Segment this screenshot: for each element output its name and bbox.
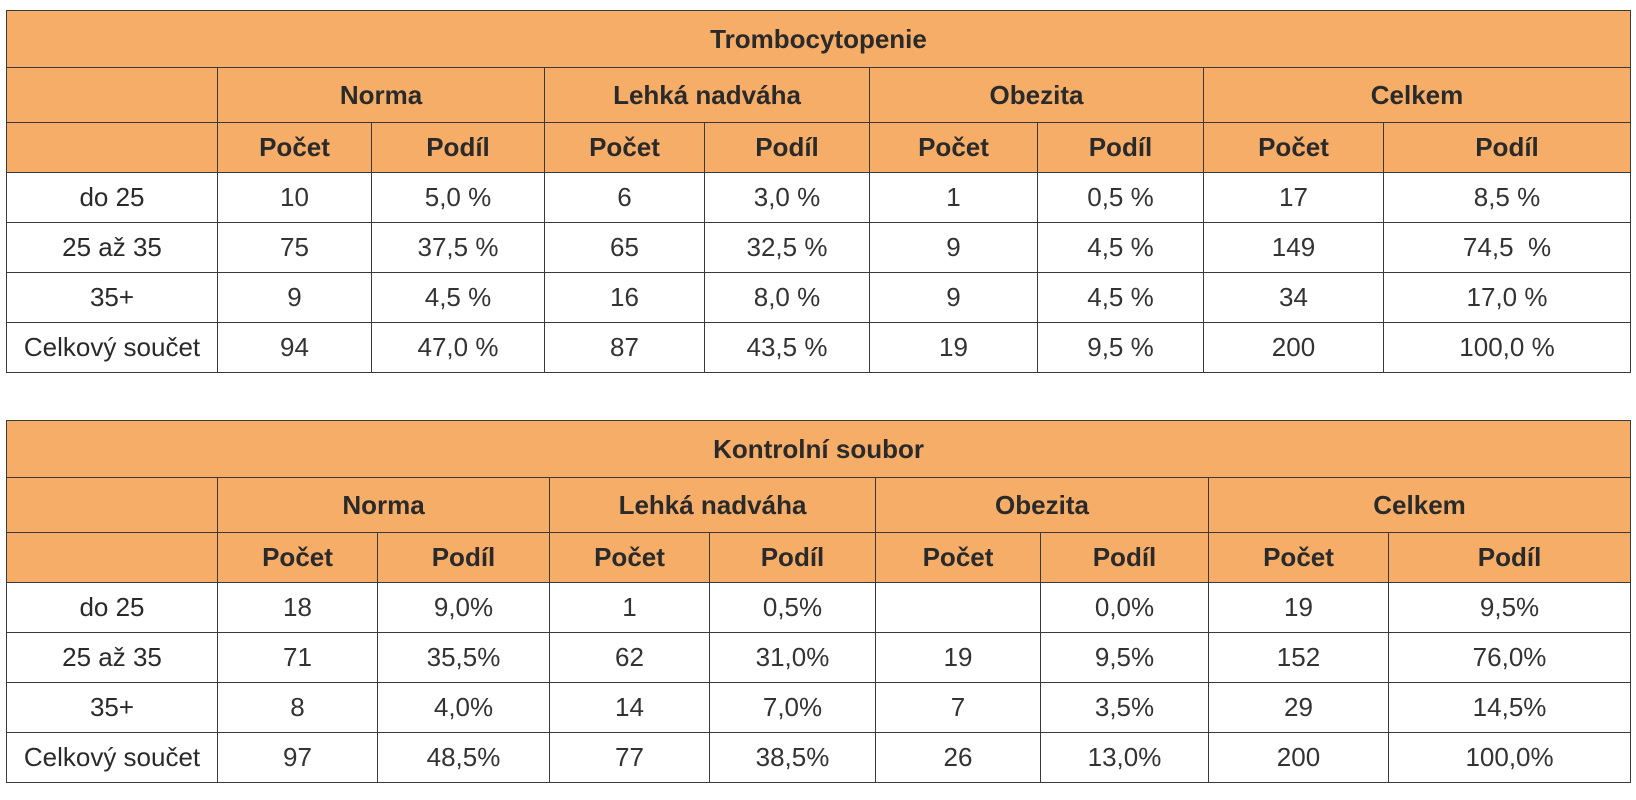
table-cell: 26: [876, 733, 1041, 783]
table-title: Kontrolní soubor: [7, 421, 1631, 478]
subheader-podil: Podíl: [1389, 533, 1631, 583]
table-body: [7, 583, 1631, 783]
empty-header-cell: [7, 533, 218, 583]
table-row-total: [7, 733, 1631, 783]
table-cell: 4,5 %: [372, 273, 545, 323]
table-row-total: [7, 323, 1631, 373]
table-cell: 77: [550, 733, 710, 783]
table-cell: 35,5%: [378, 633, 550, 683]
table-cell: 200: [1209, 733, 1389, 783]
table-cell: 5,0 %: [372, 173, 545, 223]
table-cell: 17: [1204, 173, 1384, 223]
group-header-lehka-nadvaha: Lehká nadváha: [550, 478, 876, 533]
table-row: [7, 273, 1631, 323]
table-row: [7, 683, 1631, 733]
table-cell: 0,0%: [1041, 583, 1209, 633]
table-cell: 74,5 %: [1384, 223, 1631, 273]
row-label: do 25: [7, 173, 218, 223]
table-cell: 38,5%: [710, 733, 876, 783]
table-cell: 4,0%: [378, 683, 550, 733]
table-cell: 1: [550, 583, 710, 633]
table-cell: 47,0 %: [372, 323, 545, 373]
table-row: [7, 173, 1631, 223]
subheader-pocet: Počet: [870, 123, 1038, 173]
table-cell: 13,0%: [1041, 733, 1209, 783]
kontrolni-soubor-table: [6, 420, 1631, 783]
table-cell: 9: [870, 223, 1038, 273]
table-cell: 32,5 %: [705, 223, 870, 273]
table-cell: 0,5%: [710, 583, 876, 633]
table-cell: 152: [1209, 633, 1389, 683]
subheader-podil: Podíl: [1041, 533, 1209, 583]
table-title: Trombocytopenie: [7, 11, 1631, 68]
table-cell: 100,0 %: [1384, 323, 1631, 373]
group-header-lehka-nadvaha: Lehká nadváha: [545, 68, 870, 123]
table-cell: 7: [876, 683, 1041, 733]
subheader-pocet: Počet: [1204, 123, 1384, 173]
table-cell: 75: [218, 223, 372, 273]
table-cell: 6: [545, 173, 705, 223]
table-cell: 17,0 %: [1384, 273, 1631, 323]
subheader-podil: Podíl: [1384, 123, 1631, 173]
table-cell: 71: [218, 633, 378, 683]
table-cell: 3,0 %: [705, 173, 870, 223]
table-cell: 14: [550, 683, 710, 733]
table-cell: 18: [218, 583, 378, 633]
group-header-celkem: Celkem: [1204, 68, 1631, 123]
table-cell: 9: [218, 273, 372, 323]
table-cell: 94: [218, 323, 372, 373]
table-cell: 8,5 %: [1384, 173, 1631, 223]
subheader-podil: Podíl: [705, 123, 870, 173]
table-cell: 19: [870, 323, 1038, 373]
table-cell: 87: [545, 323, 705, 373]
table-cell: 3,5%: [1041, 683, 1209, 733]
table-cell: 9: [870, 273, 1038, 323]
row-label: Celkový součet: [7, 323, 218, 373]
subheader-pocet: Počet: [545, 123, 705, 173]
subheader-podil: Podíl: [378, 533, 550, 583]
empty-header-cell: [7, 68, 218, 123]
trombocytopenie-table: [6, 10, 1631, 373]
table-cell: 16: [545, 273, 705, 323]
table-cell: 149: [1204, 223, 1384, 273]
table-row: [7, 223, 1631, 273]
row-label: do 25: [7, 583, 218, 633]
group-header-obezita: Obezita: [870, 68, 1204, 123]
row-label: 35+: [7, 273, 218, 323]
table-cell: 48,5%: [378, 733, 550, 783]
table-cell: 19: [1209, 583, 1389, 633]
table-cell: 76,0%: [1389, 633, 1631, 683]
empty-header-cell: [7, 123, 218, 173]
row-label: 25 až 35: [7, 223, 218, 273]
table-cell: 1: [870, 173, 1038, 223]
table-cell: 62: [550, 633, 710, 683]
table-cell: 14,5%: [1389, 683, 1631, 733]
row-label: 25 až 35: [7, 633, 218, 683]
table-cell: 43,5 %: [705, 323, 870, 373]
table-cell: 19: [876, 633, 1041, 683]
table-cell: 4,5 %: [1038, 223, 1204, 273]
table-cell: 200: [1204, 323, 1384, 373]
empty-header-cell: [7, 478, 218, 533]
subheader-pocet: Počet: [550, 533, 710, 583]
subheader-pocet: Počet: [876, 533, 1041, 583]
subheader-pocet: Počet: [218, 123, 372, 173]
table-cell: 9,5 %: [1038, 323, 1204, 373]
table-cell: 100,0%: [1389, 733, 1631, 783]
table-cell: 10: [218, 173, 372, 223]
row-label: Celkový součet: [7, 733, 218, 783]
table-cell: 8,0 %: [705, 273, 870, 323]
subheader-pocet: Počet: [218, 533, 378, 583]
table-cell: [876, 583, 1041, 633]
subheader-pocet: Počet: [1209, 533, 1389, 583]
table-cell: 97: [218, 733, 378, 783]
row-label: 35+: [7, 683, 218, 733]
table-body: [7, 173, 1631, 373]
subheader-podil: Podíl: [372, 123, 545, 173]
table-cell: 9,5%: [1041, 633, 1209, 683]
group-header-celkem: Celkem: [1209, 478, 1631, 533]
table-cell: 4,5 %: [1038, 273, 1204, 323]
group-header-obezita: Obezita: [876, 478, 1209, 533]
subheader-podil: Podíl: [1038, 123, 1204, 173]
table-cell: 7,0%: [710, 683, 876, 733]
table-cell: 29: [1209, 683, 1389, 733]
group-header-norma: Norma: [218, 478, 550, 533]
table-row: [7, 583, 1631, 633]
table-cell: 65: [545, 223, 705, 273]
table-cell: 34: [1204, 273, 1384, 323]
table-cell: 9,0%: [378, 583, 550, 633]
table-cell: 37,5 %: [372, 223, 545, 273]
table-cell: 31,0%: [710, 633, 876, 683]
table-cell: 9,5%: [1389, 583, 1631, 633]
table-cell: 8: [218, 683, 378, 733]
table-row: [7, 633, 1631, 683]
table-cell: 0,5 %: [1038, 173, 1204, 223]
group-header-norma: Norma: [218, 68, 545, 123]
subheader-podil: Podíl: [710, 533, 876, 583]
